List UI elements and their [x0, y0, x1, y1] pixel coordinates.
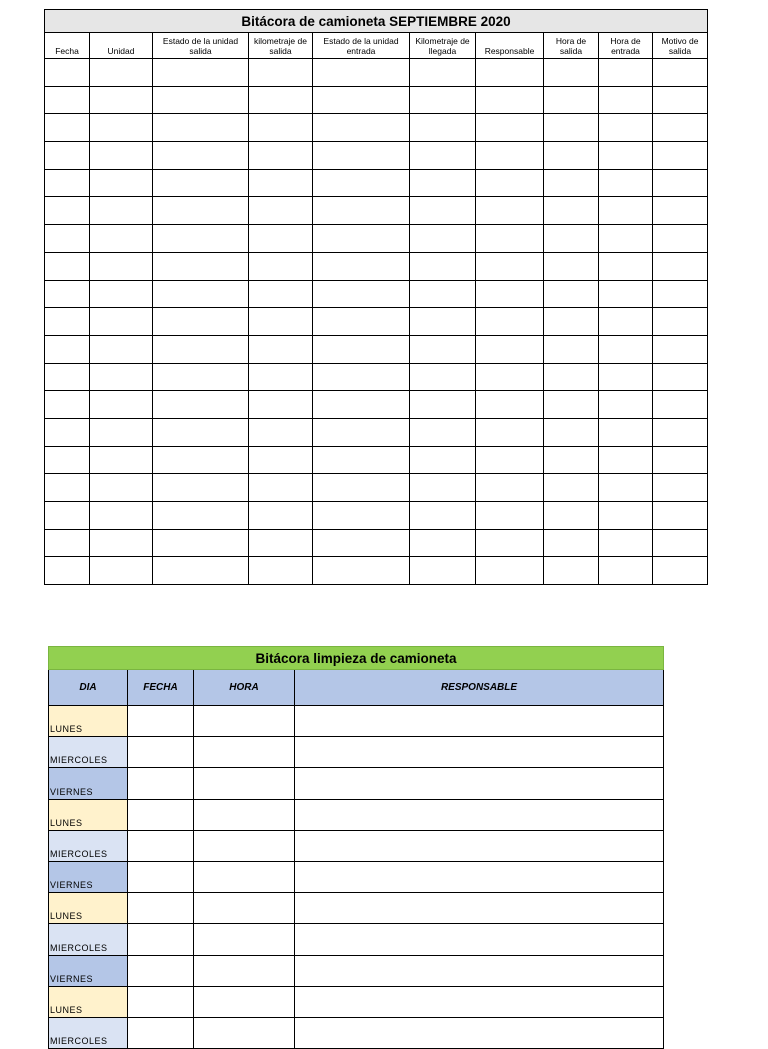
truck-log-cell[interactable]	[249, 502, 313, 530]
truck-log-cell[interactable]	[599, 502, 653, 530]
truck-log-cell[interactable]	[45, 86, 90, 114]
truck-log-cell[interactable]	[153, 557, 249, 585]
cleaning-log-cell[interactable]	[295, 799, 664, 830]
truck-log-cell[interactable]	[153, 197, 249, 225]
truck-log-row	[45, 114, 708, 142]
header-dia: DIA	[49, 670, 128, 706]
truck-log-cell[interactable]	[313, 197, 410, 225]
truck-log-cell[interactable]	[313, 418, 410, 446]
truck-log-cell[interactable]	[249, 114, 313, 142]
truck-log-cell[interactable]	[410, 280, 476, 308]
header-unidad: Unidad	[90, 33, 153, 59]
truck-log-cell[interactable]	[313, 86, 410, 114]
cleaning-log-cell[interactable]	[295, 893, 664, 924]
truck-log-cell[interactable]	[410, 169, 476, 197]
truck-log-cell[interactable]	[599, 59, 653, 87]
truck-log-row	[45, 529, 708, 557]
truck-log-cell[interactable]	[410, 59, 476, 87]
truck-log-cell[interactable]	[153, 363, 249, 391]
truck-log-cell[interactable]	[476, 280, 544, 308]
cleaning-log-row	[49, 706, 664, 737]
truck-log-cell[interactable]	[653, 335, 708, 363]
truck-log-cell[interactable]	[45, 225, 90, 253]
cleaning-log-cell[interactable]	[128, 955, 194, 986]
truck-log-cell[interactable]	[653, 502, 708, 530]
truck-log-cell[interactable]	[599, 114, 653, 142]
truck-log-cell[interactable]	[313, 59, 410, 87]
truck-log-row	[45, 418, 708, 446]
truck-log-cell[interactable]	[544, 86, 599, 114]
truck-log-cell[interactable]	[653, 142, 708, 170]
truck-log-cell[interactable]	[410, 197, 476, 225]
cleaning-log-row	[49, 861, 664, 892]
truck-log-cell[interactable]	[153, 252, 249, 280]
header-estado-entrada: Estado de la unidad entrada	[313, 33, 410, 59]
truck-log-cell[interactable]	[153, 169, 249, 197]
truck-log-cell[interactable]	[544, 446, 599, 474]
truck-log-cell[interactable]	[90, 391, 153, 419]
truck-log-cell[interactable]	[90, 418, 153, 446]
truck-log-cell[interactable]	[653, 169, 708, 197]
truck-log-cell[interactable]	[153, 308, 249, 336]
cleaning-log-table	[48, 646, 664, 1049]
header-hora-entrada: Hora de entrada	[599, 33, 653, 59]
truck-log-row	[45, 142, 708, 170]
truck-log-cell[interactable]	[476, 446, 544, 474]
truck-log-cell[interactable]	[653, 197, 708, 225]
truck-log-cell[interactable]	[313, 252, 410, 280]
truck-log-cell[interactable]	[313, 557, 410, 585]
truck-log-cell[interactable]	[90, 197, 153, 225]
truck-log-cell[interactable]	[653, 363, 708, 391]
cleaning-log-cell[interactable]	[295, 955, 664, 986]
truck-log-cell[interactable]	[599, 529, 653, 557]
truck-log-cell[interactable]	[476, 308, 544, 336]
truck-log-cell[interactable]	[410, 446, 476, 474]
header-responsable: Responsable	[476, 33, 544, 59]
truck-log-cell[interactable]	[653, 308, 708, 336]
truck-log-row	[45, 474, 708, 502]
cleaning-log-cell[interactable]	[295, 768, 664, 799]
cleaning-log-cell[interactable]	[194, 1017, 295, 1048]
cleaning-log-cell[interactable]	[295, 737, 664, 768]
cleaning-log-cell[interactable]	[128, 830, 194, 861]
truck-log-cell[interactable]	[544, 169, 599, 197]
truck-log-cell[interactable]	[153, 335, 249, 363]
truck-log-cell[interactable]	[45, 142, 90, 170]
day-cell: VIERNES	[49, 861, 128, 892]
cleaning-log-cell[interactable]	[128, 861, 194, 892]
truck-log-row	[45, 252, 708, 280]
truck-log-cell[interactable]	[544, 142, 599, 170]
truck-log-row	[45, 225, 708, 253]
truck-log-cell[interactable]	[599, 391, 653, 419]
cleaning-log-cell[interactable]	[295, 924, 664, 955]
day-cell: MIERCOLES	[49, 924, 128, 955]
truck-log-cell[interactable]	[249, 446, 313, 474]
truck-log-cell[interactable]	[153, 225, 249, 253]
truck-log-cell[interactable]	[476, 252, 544, 280]
truck-log-cell[interactable]	[90, 114, 153, 142]
cleaning-log-cell[interactable]	[295, 1017, 664, 1048]
cleaning-log-row	[49, 737, 664, 768]
truck-log-cell[interactable]	[476, 557, 544, 585]
truck-log-cell[interactable]	[153, 59, 249, 87]
truck-log-cell[interactable]	[599, 446, 653, 474]
truck-log-table	[44, 9, 708, 585]
truck-log-cell[interactable]	[653, 114, 708, 142]
truck-log-cell[interactable]	[45, 252, 90, 280]
truck-log-cell[interactable]	[410, 529, 476, 557]
truck-log-cell[interactable]	[153, 114, 249, 142]
cleaning-log-row	[49, 768, 664, 799]
truck-log-cell[interactable]	[410, 308, 476, 336]
truck-log-cell[interactable]	[45, 529, 90, 557]
cleaning-log-cell[interactable]	[194, 861, 295, 892]
truck-log-cell[interactable]	[90, 59, 153, 87]
truck-log-cell[interactable]	[653, 59, 708, 87]
truck-log-cell[interactable]	[249, 557, 313, 585]
cleaning-log-cell[interactable]	[194, 830, 295, 861]
truck-log-cell[interactable]	[313, 142, 410, 170]
truck-log-cell[interactable]	[476, 391, 544, 419]
header-km-salida: kilometraje de salida	[249, 33, 313, 59]
cleaning-log-cell[interactable]	[128, 706, 194, 737]
truck-log-cell[interactable]	[90, 502, 153, 530]
cleaning-log-cell[interactable]	[128, 893, 194, 924]
truck-log-cell[interactable]	[653, 557, 708, 585]
header-fecha: Fecha	[45, 33, 90, 59]
day-cell: LUNES	[49, 986, 128, 1017]
truck-log-cell[interactable]	[410, 363, 476, 391]
truck-log-cell[interactable]	[653, 446, 708, 474]
truck-log-cell[interactable]	[653, 529, 708, 557]
cleaning-log-cell[interactable]	[128, 924, 194, 955]
truck-log-row	[45, 363, 708, 391]
truck-log-cell[interactable]	[599, 225, 653, 253]
truck-log-cell[interactable]	[544, 308, 599, 336]
truck-log-cell[interactable]	[249, 86, 313, 114]
truck-log-cell[interactable]	[653, 252, 708, 280]
truck-log-row	[45, 169, 708, 197]
day-cell: LUNES	[49, 893, 128, 924]
header-km-llegada: Kilometraje de llegada	[410, 33, 476, 59]
truck-log-cell[interactable]	[410, 418, 476, 446]
truck-log-cell[interactable]	[410, 335, 476, 363]
truck-log-cell[interactable]	[599, 252, 653, 280]
truck-log-cell[interactable]	[544, 502, 599, 530]
cleaning-log-cell[interactable]	[295, 861, 664, 892]
truck-log-row	[45, 502, 708, 530]
truck-log-cell[interactable]	[90, 529, 153, 557]
truck-log-cell[interactable]	[249, 142, 313, 170]
truck-log-cell[interactable]	[313, 335, 410, 363]
cleaning-log-row	[49, 830, 664, 861]
truck-log-cell[interactable]	[313, 169, 410, 197]
truck-log-cell[interactable]	[249, 169, 313, 197]
truck-log-cell[interactable]	[599, 474, 653, 502]
truck-log-cell[interactable]	[45, 474, 90, 502]
truck-log-cell[interactable]	[249, 225, 313, 253]
truck-log-cell[interactable]	[249, 418, 313, 446]
truck-log-cell[interactable]	[313, 391, 410, 419]
truck-log-cell[interactable]	[410, 225, 476, 253]
truck-log-cell[interactable]	[313, 502, 410, 530]
truck-log-cell[interactable]	[249, 529, 313, 557]
truck-log-header-row	[45, 33, 708, 59]
truck-log-cell[interactable]	[410, 114, 476, 142]
truck-log-cell[interactable]	[653, 225, 708, 253]
truck-log-cell[interactable]	[153, 418, 249, 446]
cleaning-log-cell[interactable]	[295, 986, 664, 1017]
truck-log-cell[interactable]	[249, 252, 313, 280]
header-estado-salida: Estado de la unidad salida	[153, 33, 249, 59]
cleaning-log-cell[interactable]	[194, 799, 295, 830]
truck-log-row	[45, 557, 708, 585]
truck-log-cell[interactable]	[45, 280, 90, 308]
truck-log-cell[interactable]	[599, 418, 653, 446]
header-motivo-salida: Motivo de salida	[653, 33, 708, 59]
truck-log-cell[interactable]	[90, 308, 153, 336]
cleaning-log-cell[interactable]	[194, 706, 295, 737]
truck-log-cell[interactable]	[544, 418, 599, 446]
cleaning-log-cell[interactable]	[128, 768, 194, 799]
truck-log-cell[interactable]	[90, 335, 153, 363]
truck-log-cell[interactable]	[476, 529, 544, 557]
truck-log-row	[45, 280, 708, 308]
truck-log-cell[interactable]	[249, 308, 313, 336]
header-hora-salida: Hora de salida	[544, 33, 599, 59]
truck-log-cell[interactable]	[45, 335, 90, 363]
header-fecha: FECHA	[128, 670, 194, 706]
truck-log-row	[45, 391, 708, 419]
truck-log-cell[interactable]	[476, 335, 544, 363]
cleaning-log-cell[interactable]	[194, 768, 295, 799]
header-responsable: RESPONSABLE	[295, 670, 664, 706]
day-cell: LUNES	[49, 706, 128, 737]
truck-log-row	[45, 308, 708, 336]
truck-log-cell[interactable]	[45, 59, 90, 87]
truck-log-cell[interactable]	[599, 169, 653, 197]
day-cell: VIERNES	[49, 955, 128, 986]
truck-log-cell[interactable]	[313, 446, 410, 474]
truck-log-cell[interactable]	[653, 280, 708, 308]
truck-log-cell[interactable]	[90, 557, 153, 585]
truck-log-cell[interactable]	[249, 335, 313, 363]
truck-log-cell[interactable]	[153, 86, 249, 114]
truck-log-cell[interactable]	[313, 529, 410, 557]
truck-log-cell[interactable]	[90, 86, 153, 114]
cleaning-log-cell[interactable]	[128, 799, 194, 830]
day-cell: VIERNES	[49, 768, 128, 799]
truck-log-cell[interactable]	[476, 418, 544, 446]
truck-log-cell[interactable]	[313, 225, 410, 253]
truck-log-row	[45, 86, 708, 114]
truck-log-cell[interactable]	[410, 474, 476, 502]
truck-log-cell[interactable]	[599, 363, 653, 391]
truck-log-row	[45, 59, 708, 87]
truck-log-cell[interactable]	[410, 502, 476, 530]
cleaning-log-cell[interactable]	[194, 986, 295, 1017]
truck-log-cell[interactable]	[544, 529, 599, 557]
truck-log-cell[interactable]	[153, 391, 249, 419]
cleaning-log-row	[49, 893, 664, 924]
truck-log-cell[interactable]	[45, 502, 90, 530]
day-cell: MIERCOLES	[49, 830, 128, 861]
cleaning-log-cell[interactable]	[128, 737, 194, 768]
truck-log-cell[interactable]	[90, 225, 153, 253]
cleaning-log-cell[interactable]	[194, 924, 295, 955]
cleaning-log-cell[interactable]	[194, 893, 295, 924]
cleaning-log-header-row	[49, 670, 664, 706]
truck-log-cell[interactable]	[249, 59, 313, 87]
truck-log-cell[interactable]	[249, 474, 313, 502]
truck-log-cell[interactable]	[476, 86, 544, 114]
truck-log-cell[interactable]	[45, 391, 90, 419]
truck-log-cell[interactable]	[599, 86, 653, 114]
truck-log-cell[interactable]	[249, 391, 313, 419]
truck-log-cell[interactable]	[599, 308, 653, 336]
truck-log-cell[interactable]	[153, 446, 249, 474]
header-hora: HORA	[194, 670, 295, 706]
truck-log-cell[interactable]	[153, 280, 249, 308]
day-cell: MIERCOLES	[49, 1017, 128, 1048]
cleaning-log-row	[49, 955, 664, 986]
cleaning-log-body	[49, 706, 664, 1049]
cleaning-log-cell[interactable]	[194, 737, 295, 768]
truck-log-cell[interactable]	[153, 142, 249, 170]
truck-log-cell[interactable]	[410, 142, 476, 170]
truck-log-cell[interactable]	[544, 335, 599, 363]
truck-log-cell[interactable]	[313, 308, 410, 336]
truck-log-cell[interactable]	[153, 474, 249, 502]
cleaning-log-cell[interactable]	[295, 706, 664, 737]
truck-log-cell[interactable]	[45, 446, 90, 474]
truck-log-cell[interactable]	[249, 363, 313, 391]
truck-log-cell[interactable]	[544, 252, 599, 280]
truck-log-cell[interactable]	[476, 114, 544, 142]
cleaning-log-cell[interactable]	[295, 830, 664, 861]
day-cell: LUNES	[49, 799, 128, 830]
truck-log-cell[interactable]	[544, 391, 599, 419]
truck-log-cell[interactable]	[544, 225, 599, 253]
cleaning-log-cell[interactable]	[128, 1017, 194, 1048]
truck-log-cell[interactable]	[90, 169, 153, 197]
truck-log-cell[interactable]	[45, 418, 90, 446]
truck-log-cell[interactable]	[476, 474, 544, 502]
truck-log-cell[interactable]	[653, 86, 708, 114]
truck-log-cell[interactable]	[476, 59, 544, 87]
truck-log-cell[interactable]	[476, 169, 544, 197]
truck-log-cell[interactable]	[90, 280, 153, 308]
truck-log-cell[interactable]	[249, 197, 313, 225]
truck-log-cell[interactable]	[45, 197, 90, 225]
truck-log-cell[interactable]	[476, 363, 544, 391]
truck-log-cell[interactable]	[544, 557, 599, 585]
truck-log-cell[interactable]	[45, 308, 90, 336]
truck-log-cell[interactable]	[313, 280, 410, 308]
truck-log-body	[45, 59, 708, 585]
truck-log-cell[interactable]	[599, 197, 653, 225]
cleaning-log-row	[49, 986, 664, 1017]
truck-log-cell[interactable]	[653, 418, 708, 446]
truck-log-cell[interactable]	[90, 363, 153, 391]
truck-log-row	[45, 335, 708, 363]
truck-log-row	[45, 446, 708, 474]
truck-log-cell[interactable]	[313, 363, 410, 391]
truck-log-cell[interactable]	[599, 335, 653, 363]
truck-log-cell[interactable]	[653, 474, 708, 502]
truck-log-cell[interactable]	[45, 169, 90, 197]
truck-log-cell[interactable]	[599, 142, 653, 170]
truck-log-cell[interactable]	[249, 280, 313, 308]
truck-log-cell[interactable]	[544, 114, 599, 142]
cleaning-log-title: Bitácora limpieza de camioneta	[49, 647, 664, 670]
truck-log-cell[interactable]	[153, 529, 249, 557]
cleaning-log-cell[interactable]	[194, 955, 295, 986]
truck-log-cell[interactable]	[90, 252, 153, 280]
truck-log-cell[interactable]	[90, 446, 153, 474]
cleaning-log-row	[49, 799, 664, 830]
truck-log-cell[interactable]	[313, 114, 410, 142]
truck-log-cell[interactable]	[45, 114, 90, 142]
truck-log-cell[interactable]	[544, 280, 599, 308]
truck-log-cell[interactable]	[544, 474, 599, 502]
truck-log-cell[interactable]	[476, 142, 544, 170]
truck-log-cell[interactable]	[410, 557, 476, 585]
truck-log-cell[interactable]	[544, 363, 599, 391]
truck-log-cell[interactable]	[90, 142, 153, 170]
truck-log-cell[interactable]	[599, 557, 653, 585]
truck-log-cell[interactable]	[476, 197, 544, 225]
truck-log-cell[interactable]	[476, 502, 544, 530]
truck-log-cell[interactable]	[153, 502, 249, 530]
truck-log-cell[interactable]	[544, 59, 599, 87]
cleaning-log-row	[49, 924, 664, 955]
truck-log-cell[interactable]	[90, 474, 153, 502]
truck-log-cell[interactable]	[476, 225, 544, 253]
truck-log-cell[interactable]	[599, 280, 653, 308]
truck-log-title: Bitácora de camioneta SEPTIEMBRE 2020	[45, 10, 708, 33]
truck-log-cell[interactable]	[313, 474, 410, 502]
truck-log-cell[interactable]	[45, 557, 90, 585]
truck-log-cell[interactable]	[410, 252, 476, 280]
cleaning-log-row	[49, 1017, 664, 1048]
cleaning-log-cell[interactable]	[128, 986, 194, 1017]
truck-log-row	[45, 197, 708, 225]
truck-log-cell[interactable]	[653, 391, 708, 419]
truck-log-cell[interactable]	[544, 197, 599, 225]
truck-log-cell[interactable]	[45, 363, 90, 391]
truck-log-cell[interactable]	[410, 86, 476, 114]
day-cell: MIERCOLES	[49, 737, 128, 768]
truck-log-cell[interactable]	[410, 391, 476, 419]
